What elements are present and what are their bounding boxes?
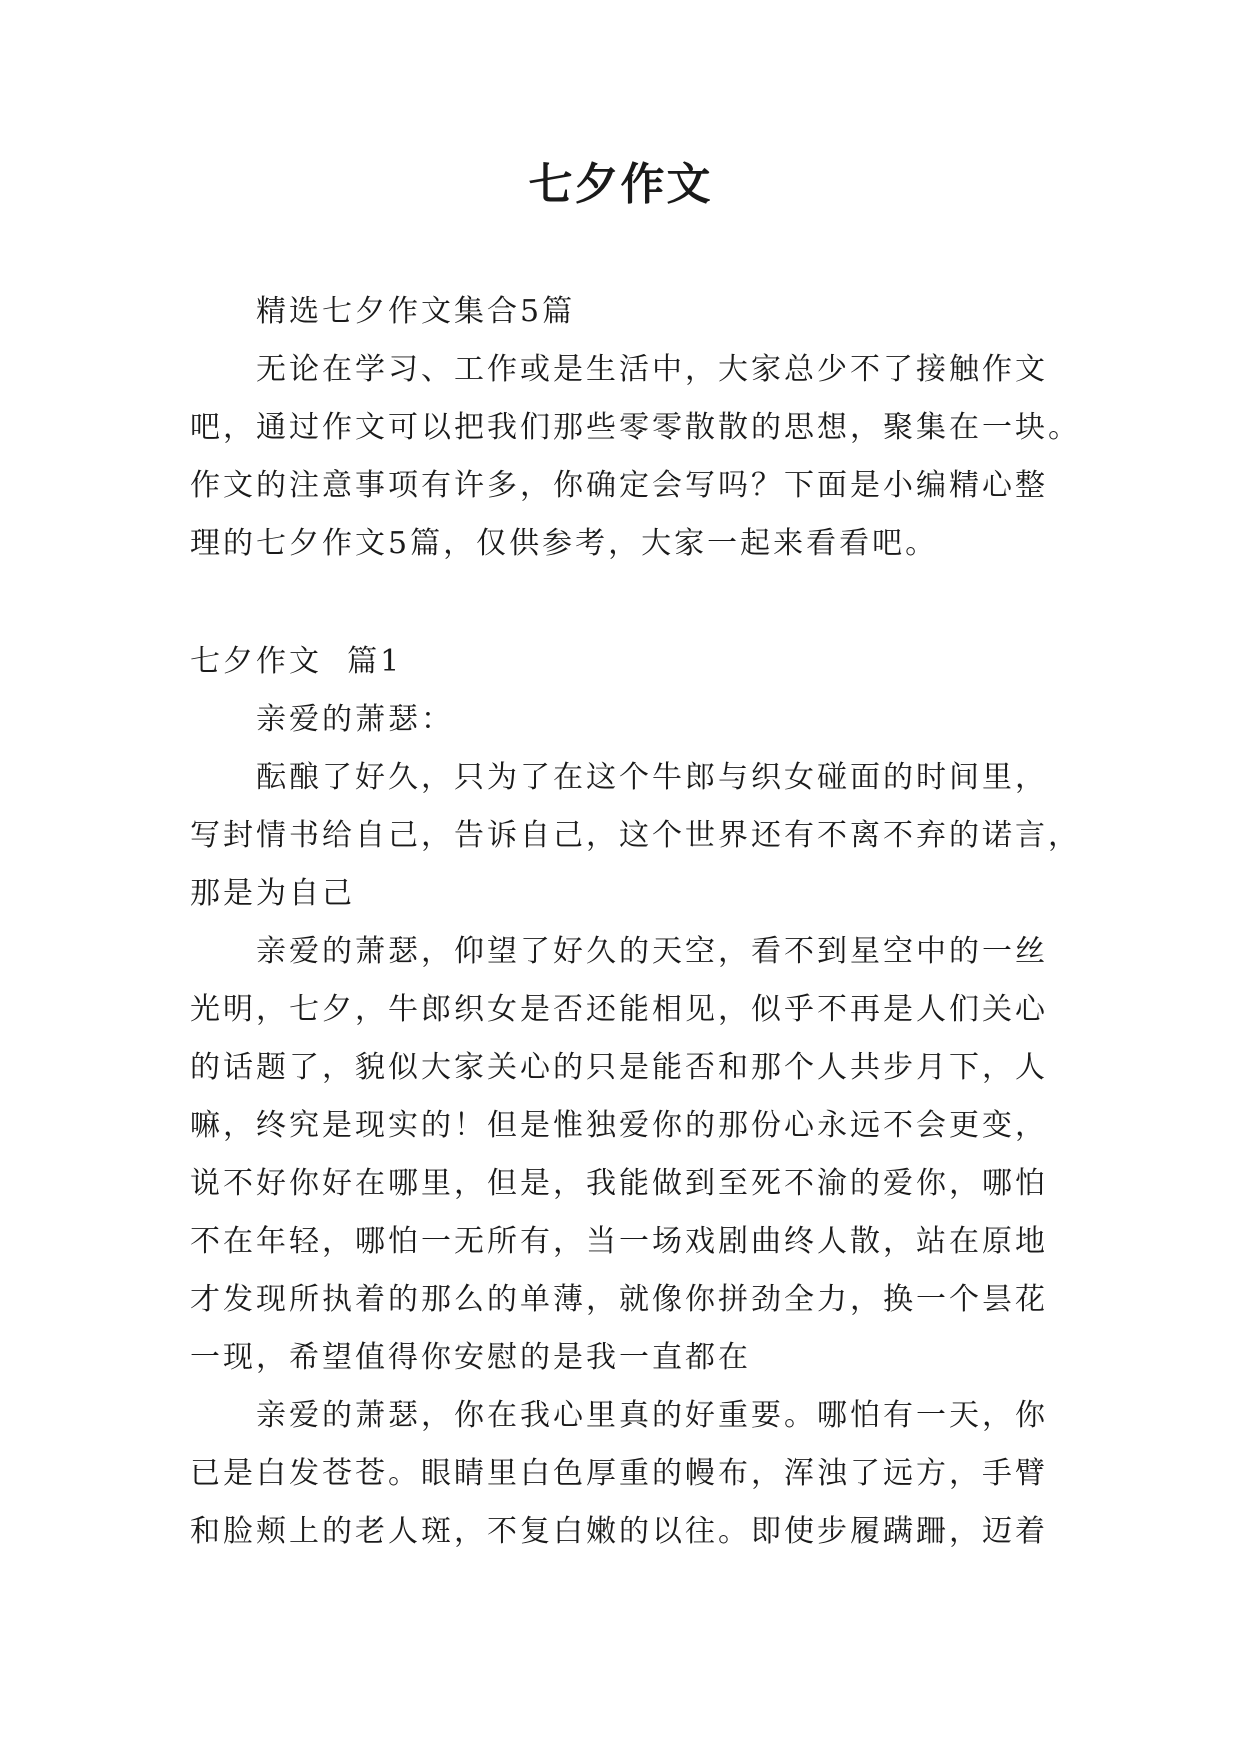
intro-subtitle: 精选七夕作文集合5篇 bbox=[256, 294, 576, 329]
section-spacer bbox=[190, 573, 1060, 633]
paragraph-line: 那是为自己 bbox=[190, 876, 355, 911]
intro-line: 吧，通过作文可以把我们那些零零散散的思想，聚集在一块。 bbox=[190, 410, 1081, 445]
letter-salutation: 亲爱的萧瑟： bbox=[256, 702, 454, 737]
paragraph-line: 不在年轻，哪怕一无所有，当一场戏剧曲终人散，站在原地 bbox=[190, 1224, 1048, 1259]
paragraph-line: 一现，希望值得你安慰的是我一直都在 bbox=[190, 1340, 751, 1375]
document-title: 七夕作文 bbox=[528, 159, 713, 210]
paragraph-line: 写封情书给自己，告诉自己，这个世界还有不离不弃的诺言， bbox=[190, 818, 1081, 853]
intro-line: 无论在学习、工作或是生活中，大家总少不了接触作文 bbox=[256, 352, 1048, 387]
paragraph-line: 亲爱的萧瑟，你在我心里真的好重要。哪怕有一天，你 bbox=[256, 1398, 1048, 1433]
paragraph-line: 的话题了，貌似大家关心的只是能否和那个人共步月下，人 bbox=[190, 1050, 1048, 1085]
paragraph-line: 和脸颊上的老人斑，不复白嫩的以往。即使步履蹒跚，迈着 bbox=[190, 1514, 1048, 1549]
paragraph-line: 已是白发苍苍。眼睛里白色厚重的幔布，浑浊了远方，手臂 bbox=[190, 1456, 1048, 1491]
paragraph-line: 说不好你好在哪里，但是，我能做到至死不渝的爱你，哪怕 bbox=[190, 1166, 1048, 1201]
paragraph-line: 嘛，终究是现实的！但是惟独爱你的那份心永远不会更变， bbox=[190, 1108, 1048, 1143]
paragraph-line: 酝酿了好久，只为了在这个牛郎与织女碰面的时间里， bbox=[256, 760, 1048, 795]
intro-line: 理的七夕作文5篇，仅供参考，大家一起来看看吧。 bbox=[190, 526, 939, 561]
paragraph-line: 亲爱的萧瑟，仰望了好久的天空，看不到星空中的一丝 bbox=[256, 934, 1048, 969]
intro-line: 作文的注意事项有许多，你确定会写吗？下面是小编精心整 bbox=[190, 468, 1048, 503]
document-body bbox=[190, 283, 1081, 1561]
paragraph-line: 光明，七夕，牛郎织女是否还能相见，似乎不再是人们关心 bbox=[190, 992, 1048, 1027]
paragraph-line: 才发现所执着的那么的单薄，就像你拼劲全力，换一个昙花 bbox=[190, 1282, 1048, 1317]
section-heading: 七夕作文 篇1 bbox=[190, 644, 403, 679]
